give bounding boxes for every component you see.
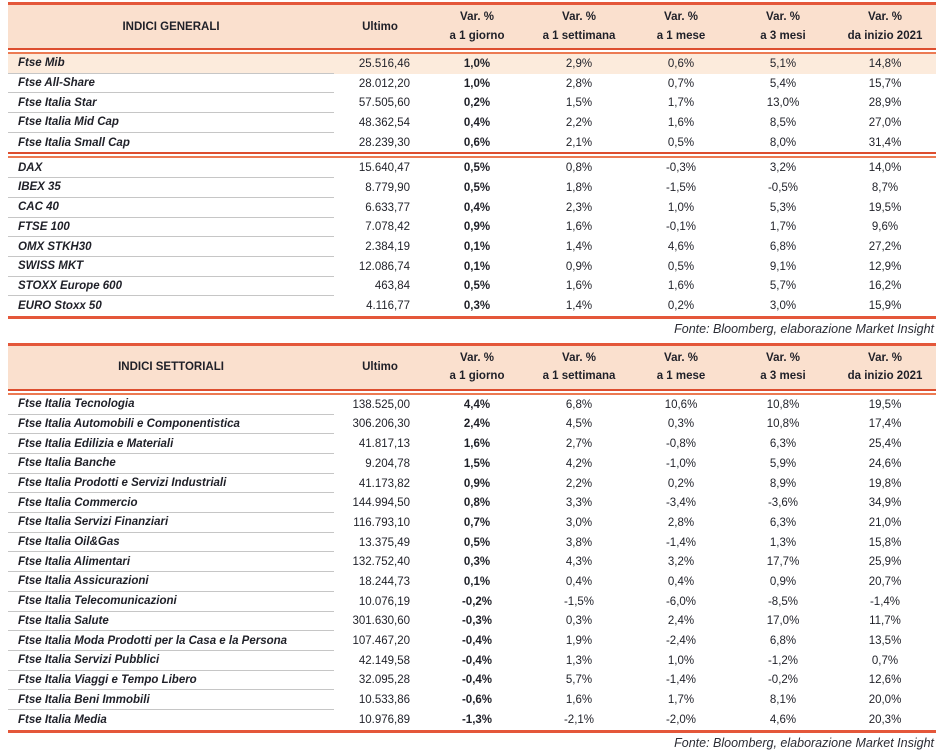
last-value: 41.173,82: [358, 477, 410, 490]
var-1month-value: -6,0%: [665, 595, 697, 608]
index-row: [8, 93, 936, 113]
index-name: Ftse Italia Telecomunicazioni: [8, 592, 334, 612]
col-header-line2: a 1 mese: [656, 29, 706, 42]
var-1day-value: 0,3%: [463, 300, 491, 313]
index-name: Ftse Italia Alimentari: [8, 552, 334, 572]
col-header-var-1week: [528, 346, 630, 389]
col-header-line2: da inizio 2021: [847, 29, 923, 42]
col-header-line2: a 3 mesi: [760, 29, 806, 42]
index-name: Ftse All-Share: [8, 74, 334, 94]
index-name: STOXX Europe 600: [8, 277, 334, 297]
index-name: Ftse Italia Tecnologia: [8, 395, 334, 415]
col-header-line2: a 3 mesi: [760, 370, 806, 383]
var-1month-value: -2,4%: [665, 635, 697, 648]
col-header-var-3months: [732, 346, 834, 389]
general-table-title: INDICI GENERALI: [122, 20, 220, 33]
var-ytd-value: 0,7%: [871, 654, 899, 667]
var-ytd-value: 27,0%: [868, 116, 902, 129]
var-1week-value: 0,9%: [565, 260, 593, 273]
var-3months-value: 1,7%: [769, 221, 797, 234]
index-name: Ftse Italia Assicurazioni: [8, 572, 334, 592]
var-ytd-value: 15,9%: [868, 300, 902, 313]
var-1week-value: 4,2%: [565, 457, 593, 470]
var-1day-value: 1,0%: [463, 57, 491, 70]
var-1week-value: 1,3%: [565, 654, 593, 667]
var-3months-value: 9,1%: [769, 260, 797, 273]
var-1month-value: 2,4%: [667, 615, 695, 628]
col-header-var-1day: [426, 5, 528, 48]
var-1month-value: -3,4%: [665, 497, 697, 510]
var-1month-value: 1,7%: [667, 694, 695, 707]
var-1day-value: -0,2%: [461, 595, 493, 608]
var-3months-value: -3,6%: [767, 497, 799, 510]
var-1week-value: 4,3%: [565, 556, 593, 569]
col-header-line1: Var. %: [664, 352, 698, 365]
var-1month-value: 2,8%: [667, 516, 695, 529]
var-1day-value: -0,4%: [461, 674, 493, 687]
col-header-var-1month: [630, 346, 732, 389]
last-value: 9.204,78: [365, 457, 410, 470]
index-name: Ftse Italia Commercio: [8, 493, 334, 513]
var-1month-value: 4,6%: [667, 241, 695, 254]
var-1day-value: 0,7%: [463, 516, 491, 529]
var-1month-value: -1,0%: [665, 457, 697, 470]
var-1day-value: 0,3%: [463, 556, 491, 569]
var-ytd-value: 24,6%: [868, 457, 902, 470]
var-1month-value: 0,5%: [667, 260, 695, 273]
last-value: 7.078,42: [365, 221, 410, 234]
col-header-line2: a 1 giorno: [449, 370, 505, 383]
last-value: 107.467,20: [352, 635, 410, 648]
var-ytd-value: 27,2%: [868, 241, 902, 254]
var-ytd-value: 9,6%: [871, 221, 899, 234]
col-header-line1: Var. %: [868, 11, 902, 24]
var-1day-value: -0,4%: [461, 654, 493, 667]
last-value: 48.362,54: [358, 116, 410, 129]
var-3months-value: 5,4%: [769, 77, 797, 90]
sector-indices-table: [8, 343, 936, 755]
index-name: Ftse Mib: [8, 54, 334, 74]
var-1week-value: 1,5%: [565, 97, 593, 110]
source-note: Fonte: Bloomberg, elaborazione Market Insight: [674, 321, 934, 336]
var-1day-value: 0,5%: [463, 280, 491, 293]
col-header-line2: a 1 giorno: [449, 29, 505, 42]
var-3months-value: 10,8%: [766, 398, 800, 411]
index-name: CAC 40: [8, 198, 334, 218]
var-1week-value: 1,4%: [565, 300, 593, 313]
index-name: Ftse Italia Servizi Finanziari: [8, 513, 334, 533]
var-ytd-value: 14,8%: [868, 57, 902, 70]
last-value: 8.779,90: [365, 181, 410, 194]
var-3months-value: -8,5%: [767, 595, 799, 608]
var-3months-value: -0,5%: [767, 181, 799, 194]
index-row: [8, 113, 936, 133]
var-1month-value: -1,5%: [665, 181, 697, 194]
last-value: 144.994,50: [352, 497, 410, 510]
var-ytd-value: 19,8%: [868, 477, 902, 490]
col-header-line1: Var. %: [766, 352, 800, 365]
last-value: 4.116,77: [366, 300, 410, 313]
var-1week-value: 1,6%: [565, 221, 593, 234]
var-ytd-value: 21,0%: [868, 516, 902, 529]
index-name: DAX: [8, 158, 334, 178]
var-1day-value: 2,4%: [463, 418, 491, 431]
index-row: [8, 198, 936, 218]
var-ytd-value: 25,4%: [868, 438, 902, 451]
var-1week-value: 1,8%: [565, 181, 593, 194]
var-1day-value: 4,4%: [463, 398, 491, 411]
var-1month-value: 0,2%: [667, 300, 695, 313]
col-header-line2: da inizio 2021: [847, 370, 923, 383]
var-1day-value: 0,4%: [463, 201, 491, 214]
var-3months-value: -0,2%: [767, 674, 799, 687]
index-row: [8, 671, 936, 691]
var-ytd-value: 25,9%: [868, 556, 902, 569]
index-name: EURO Stoxx 50: [18, 300, 102, 313]
last-value: 116.793,10: [353, 516, 410, 529]
var-1month-value: 3,2%: [667, 556, 695, 569]
col-header-line1: Var. %: [460, 11, 494, 24]
index-row: [8, 710, 936, 730]
var-3months-value: 1,3%: [769, 536, 797, 549]
var-1day-value: 0,1%: [463, 575, 491, 588]
var-1month-value: -2,0%: [665, 713, 697, 726]
index-name: Ftse Italia Prodotti e Servizi Industriali: [8, 474, 334, 494]
var-3months-value: 8,0%: [769, 136, 797, 149]
index-row: [8, 133, 936, 153]
index-name: Ftse Italia Small Cap: [18, 136, 130, 149]
var-1month-value: 1,0%: [667, 654, 695, 667]
var-1week-value: 2,3%: [565, 201, 593, 214]
var-3months-value: 0,9%: [769, 575, 797, 588]
var-1month-value: 0,6%: [667, 57, 695, 70]
var-ytd-value: 11,7%: [869, 615, 901, 628]
index-row: [8, 218, 936, 238]
var-ytd-value: 19,5%: [868, 201, 902, 214]
last-value: 10.076,19: [358, 595, 410, 608]
var-ytd-value: 15,7%: [868, 77, 902, 90]
index-name: Ftse Italia Beni Immobili: [8, 690, 334, 710]
var-3months-value: 3,2%: [769, 162, 797, 175]
var-1day-value: 1,5%: [463, 457, 491, 470]
var-1week-value: 0,3%: [565, 615, 593, 628]
var-1week-value: 1,6%: [565, 280, 593, 293]
index-row: [8, 493, 936, 513]
var-ytd-value: 28,9%: [868, 97, 902, 110]
var-ytd-value: 34,9%: [868, 497, 902, 510]
col-header-var-1week: [528, 5, 630, 48]
sector-table-body: [8, 395, 936, 730]
var-ytd-value: 20,0%: [868, 694, 902, 707]
var-ytd-value: 31,4%: [868, 136, 902, 149]
sector-table-title: INDICI SETTORIALI: [118, 361, 224, 374]
index-row: [8, 415, 936, 435]
var-1day-value: 0,9%: [463, 221, 491, 234]
col-header-line1: Var. %: [562, 11, 596, 24]
var-1month-value: 1,0%: [667, 201, 695, 214]
var-1day-value: 0,9%: [463, 477, 491, 490]
index-name: OMX STKH30: [8, 237, 334, 257]
index-row: [8, 277, 936, 297]
var-1month-value: 1,6%: [667, 116, 695, 129]
last-value: 2.384,19: [365, 241, 410, 254]
index-name: Ftse Italia Mid Cap: [8, 113, 334, 133]
last-value: 301.630,60: [352, 615, 410, 628]
var-1week-value: 2,7%: [565, 438, 593, 451]
last-value: 15.640,47: [358, 162, 410, 175]
index-name: Ftse Italia Moda Prodotti per la Casa e la Persona: [8, 631, 334, 651]
var-1day-value: 0,5%: [463, 181, 491, 194]
col-header-var-ytd: [834, 5, 936, 48]
index-row: [8, 454, 936, 474]
source-note: Fonte: Bloomberg, elaborazione Market Insight: [674, 735, 934, 750]
index-row: [8, 513, 936, 533]
col-header-line2: a 1 settimana: [542, 29, 616, 42]
var-3months-value: 6,8%: [769, 635, 797, 648]
var-1week-value: 5,7%: [565, 674, 593, 687]
var-3months-value: 5,7%: [769, 280, 797, 293]
col-header-var-1day: [426, 346, 528, 389]
index-row: [8, 237, 936, 257]
var-1day-value: 0,8%: [463, 497, 491, 510]
var-1day-value: -0,4%: [461, 635, 493, 648]
index-row: [8, 592, 936, 612]
index-name: Ftse Italia Star: [8, 93, 334, 113]
var-ytd-value: 12,6%: [868, 674, 902, 687]
index-row: [8, 533, 936, 553]
var-1week-value: 2,8%: [565, 77, 593, 90]
var-1month-value: 1,6%: [667, 280, 695, 293]
var-1week-value: 3,0%: [565, 516, 593, 529]
index-row: [8, 257, 936, 277]
index-row: [8, 690, 936, 710]
index-row: [8, 395, 936, 415]
var-1week-value: 2,2%: [565, 477, 593, 490]
index-name: IBEX 35: [8, 178, 334, 198]
last-value: 28.239,30: [358, 136, 410, 149]
var-1day-value: -0,3%: [461, 615, 493, 628]
col-header-line1: Var. %: [766, 11, 800, 24]
var-1day-value: -0,6%: [461, 694, 493, 707]
col-header-line2: a 1 settimana: [542, 370, 616, 383]
col-header-var-ytd: [834, 346, 936, 389]
col-header-ultimo: Ultimo: [362, 20, 398, 33]
var-1week-value: 2,2%: [565, 116, 593, 129]
var-ytd-value: 17,4%: [868, 418, 902, 431]
col-header-line2: a 1 mese: [656, 370, 706, 383]
var-3months-value: 8,5%: [769, 116, 797, 129]
var-1week-value: -1,5%: [563, 595, 595, 608]
var-1month-value: -0,3%: [665, 162, 697, 175]
last-value: 12.086,74: [358, 260, 410, 273]
last-value: 41.817,13: [358, 438, 410, 451]
var-1day-value: 0,6%: [463, 136, 491, 149]
index-row: [8, 434, 936, 454]
var-1week-value: 3,8%: [565, 536, 593, 549]
var-3months-value: 5,9%: [769, 457, 797, 470]
var-1day-value: 0,5%: [463, 536, 491, 549]
var-1week-value: 1,4%: [565, 241, 593, 254]
index-row: [8, 158, 936, 178]
var-1week-value: 1,9%: [565, 635, 593, 648]
var-1week-value: 6,8%: [565, 398, 593, 411]
var-1month-value: 0,7%: [667, 77, 695, 90]
col-header-var-1month: [630, 5, 732, 48]
var-3months-value: 5,3%: [769, 201, 797, 214]
var-1day-value: 1,6%: [463, 438, 491, 451]
var-3months-value: 6,8%: [769, 241, 797, 254]
var-1day-value: 0,5%: [463, 162, 491, 175]
index-name: Ftse Italia Viaggi e Tempo Libero: [8, 671, 334, 691]
var-3months-value: 8,9%: [769, 477, 797, 490]
var-3months-value: 17,7%: [766, 556, 800, 569]
var-1week-value: 4,5%: [565, 418, 593, 431]
var-1month-value: 0,2%: [667, 477, 695, 490]
var-1month-value: 0,4%: [667, 575, 695, 588]
var-1week-value: 2,9%: [565, 57, 593, 70]
last-value: 10.976,89: [358, 713, 410, 726]
var-1day-value: 1,0%: [463, 77, 491, 90]
var-3months-value: 10,8%: [766, 418, 800, 431]
index-row: [8, 631, 936, 651]
index-row: [8, 612, 936, 632]
index-name: Ftse Italia Automobili e Componentistica: [8, 415, 334, 435]
var-1month-value: -1,4%: [665, 674, 697, 687]
var-3months-value: 6,3%: [769, 438, 797, 451]
last-value: 306.206,30: [352, 418, 410, 431]
last-value: 10.533,86: [358, 694, 410, 707]
col-header-line1: Var. %: [460, 352, 494, 365]
index-row: [8, 651, 936, 671]
last-value: 132.752,40: [352, 556, 410, 569]
general-indices-table: [8, 2, 936, 341]
var-1day-value: 0,4%: [463, 116, 491, 129]
last-value: 138.525,00: [352, 398, 410, 411]
var-3months-value: 17,0%: [766, 615, 800, 628]
var-1day-value: -1,3%: [461, 713, 493, 726]
col-header-var-3months: [732, 5, 834, 48]
last-value: 13.375,49: [358, 536, 410, 549]
col-header-line1: Var. %: [562, 352, 596, 365]
var-1week-value: 0,4%: [565, 575, 593, 588]
last-value: 25.516,46: [358, 57, 410, 70]
index-name: Ftse Italia Salute: [8, 612, 334, 632]
index-row: [8, 552, 936, 572]
var-1day-value: 0,2%: [463, 97, 491, 110]
col-header-line1: Var. %: [664, 11, 698, 24]
sector-table-header: [8, 343, 936, 389]
var-3months-value: 6,3%: [769, 516, 797, 529]
var-3months-value: 4,6%: [769, 713, 797, 726]
last-value: 42.149,58: [358, 654, 410, 667]
index-row: [8, 296, 936, 316]
var-1week-value: 3,3%: [565, 497, 593, 510]
general-table-header: [8, 2, 936, 48]
var-3months-value: 13,0%: [766, 97, 800, 110]
var-1month-value: 0,5%: [667, 136, 695, 149]
index-name: Ftse Italia Oil&Gas: [8, 533, 334, 553]
last-value: 6.633,77: [365, 201, 410, 214]
last-value: 463,84: [374, 280, 410, 293]
var-ytd-value: 14,0%: [868, 162, 902, 175]
var-ytd-value: 8,7%: [871, 181, 899, 194]
var-3months-value: 3,0%: [769, 300, 797, 313]
var-1week-value: 0,8%: [565, 162, 593, 175]
index-name: FTSE 100: [8, 218, 334, 238]
var-1day-value: 0,1%: [463, 241, 491, 254]
var-ytd-value: 12,9%: [868, 260, 902, 273]
var-ytd-value: 16,2%: [868, 280, 902, 293]
var-1week-value: 2,1%: [565, 136, 593, 149]
var-ytd-value: 20,7%: [868, 575, 902, 588]
var-3months-value: 8,1%: [769, 694, 797, 707]
var-ytd-value: 13,5%: [868, 635, 902, 648]
var-1week-value: 1,6%: [565, 694, 593, 707]
var-ytd-value: -1,4%: [869, 595, 901, 608]
var-1day-value: 0,1%: [463, 260, 491, 273]
var-3months-value: 5,1%: [769, 57, 797, 70]
col-header-ultimo: Ultimo: [362, 361, 398, 374]
last-value: 28.012,20: [358, 77, 410, 90]
index-row: [8, 74, 936, 94]
var-1month-value: 1,7%: [667, 97, 695, 110]
var-1week-value: -2,1%: [563, 713, 595, 726]
index-row: [8, 572, 936, 592]
index-row: [8, 178, 936, 198]
index-name: Ftse Italia Banche: [8, 454, 334, 474]
var-ytd-value: 15,8%: [868, 536, 902, 549]
index-row: [8, 54, 936, 74]
last-value: 32.095,28: [358, 674, 410, 687]
var-3months-value: -1,2%: [767, 654, 799, 667]
var-1month-value: -0,8%: [665, 438, 697, 451]
var-1month-value: -0,1%: [665, 221, 697, 234]
general-table-body: [8, 54, 936, 316]
index-name: SWISS MKT: [8, 257, 334, 277]
index-name: Ftse Italia Media: [18, 713, 107, 726]
index-name: Ftse Italia Servizi Pubblici: [8, 651, 334, 671]
var-ytd-value: 19,5%: [868, 398, 902, 411]
col-header-line1: Var. %: [868, 352, 902, 365]
index-row: [8, 474, 936, 494]
last-value: 57.505,60: [358, 97, 410, 110]
index-name: Ftse Italia Edilizia e Materiali: [8, 434, 334, 454]
var-1month-value: 0,3%: [667, 418, 695, 431]
var-1month-value: -1,4%: [665, 536, 697, 549]
last-value: 18.244,73: [358, 575, 410, 588]
var-ytd-value: 20,3%: [868, 713, 902, 726]
var-1month-value: 10,6%: [664, 398, 698, 411]
